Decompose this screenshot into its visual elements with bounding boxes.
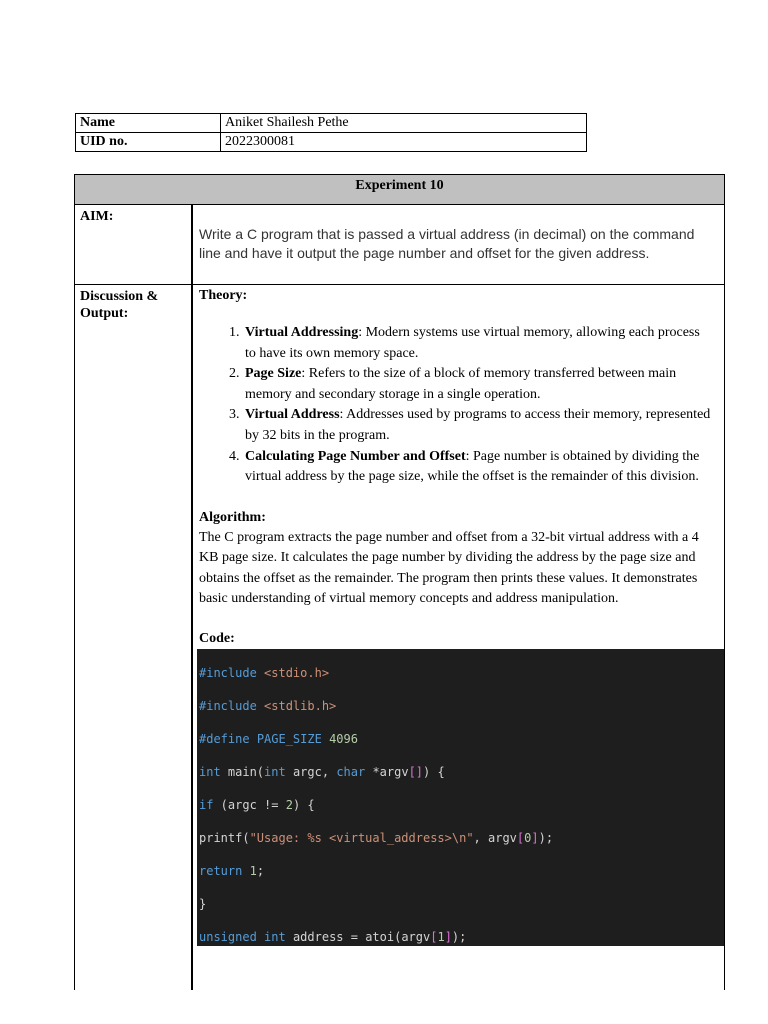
code-line: printf("Usage: %s <virtual_address>\n", argv[0]); (199, 831, 554, 846)
code-line: #include <stdio.h> (199, 666, 330, 681)
code-block (197, 649, 724, 946)
discussion-row (74, 285, 725, 990)
algorithm-heading: Algorithm: (199, 509, 266, 525)
experiment-table (74, 174, 725, 990)
list-item (243, 447, 724, 488)
code-line: } (199, 897, 207, 912)
discussion-label: Discussion & Output: (75, 285, 193, 990)
list-item-text: : Modern systems use virtual memory, allowing each process to have its own memory space. (245, 325, 700, 361)
name-value: Aniket Shailesh Pethe (221, 114, 587, 133)
list-item-term: Calculating Page Number and Offset (245, 448, 466, 464)
uid-value: 2022300081 (221, 133, 587, 152)
code-line: if (argc != 2) { (199, 798, 315, 813)
list-item (243, 405, 724, 446)
code-line: unsigned int address = atoi(argv[1]); (199, 930, 467, 945)
code-line: int main(int argc, char *argv[]) { (199, 765, 445, 780)
aim-text: Write a C program that is passed a virtual address (in decimal) on the command line and have it output the page number and offset for the given address. (199, 226, 695, 261)
list-item-text: : Refers to the size of a block of memory transferred between main memory and secondary storage in a single operation. (245, 366, 677, 402)
list-item-text: : Addresses used by programs to access their memory, represented by 32 bits in the program. (245, 407, 711, 443)
name-row (76, 114, 587, 133)
theory-list (199, 323, 724, 488)
list-item-term: Page Size (245, 366, 302, 382)
aim-row (74, 205, 725, 285)
experiment-title: Experiment 10 (74, 174, 725, 205)
list-item-term: Virtual Address (245, 407, 340, 423)
uid-row (76, 133, 587, 152)
list-item-term: Virtual Addressing (245, 325, 359, 340)
code-line: #define PAGE_SIZE 4096 (199, 732, 358, 747)
algorithm-text: The C program extracts the page number and offset from a 32-bit virtual address with a 4 KB page size. It calculates the page number by dividing the address by the page size and obtains the offset as the remainder. The program then prints these values. It demonstrates basic understanding of virtual memory concepts and address manipulation. (199, 529, 699, 606)
code-line: #include <stdlib.h> (199, 699, 337, 714)
code-heading: Code: (199, 631, 235, 647)
list-item (243, 364, 724, 405)
name-label: Name (76, 114, 221, 133)
theory-heading: Theory: (199, 288, 248, 303)
aim-label: AIM: (75, 205, 193, 284)
code-line: return 1; (199, 864, 265, 879)
list-item (243, 323, 724, 364)
list-item-text: : Page number is obtained by dividing the virtual address by the page size, while the offset is the remainder of this division. (245, 448, 700, 485)
uid-label: UID no. (76, 133, 221, 152)
student-info-table (75, 113, 587, 152)
